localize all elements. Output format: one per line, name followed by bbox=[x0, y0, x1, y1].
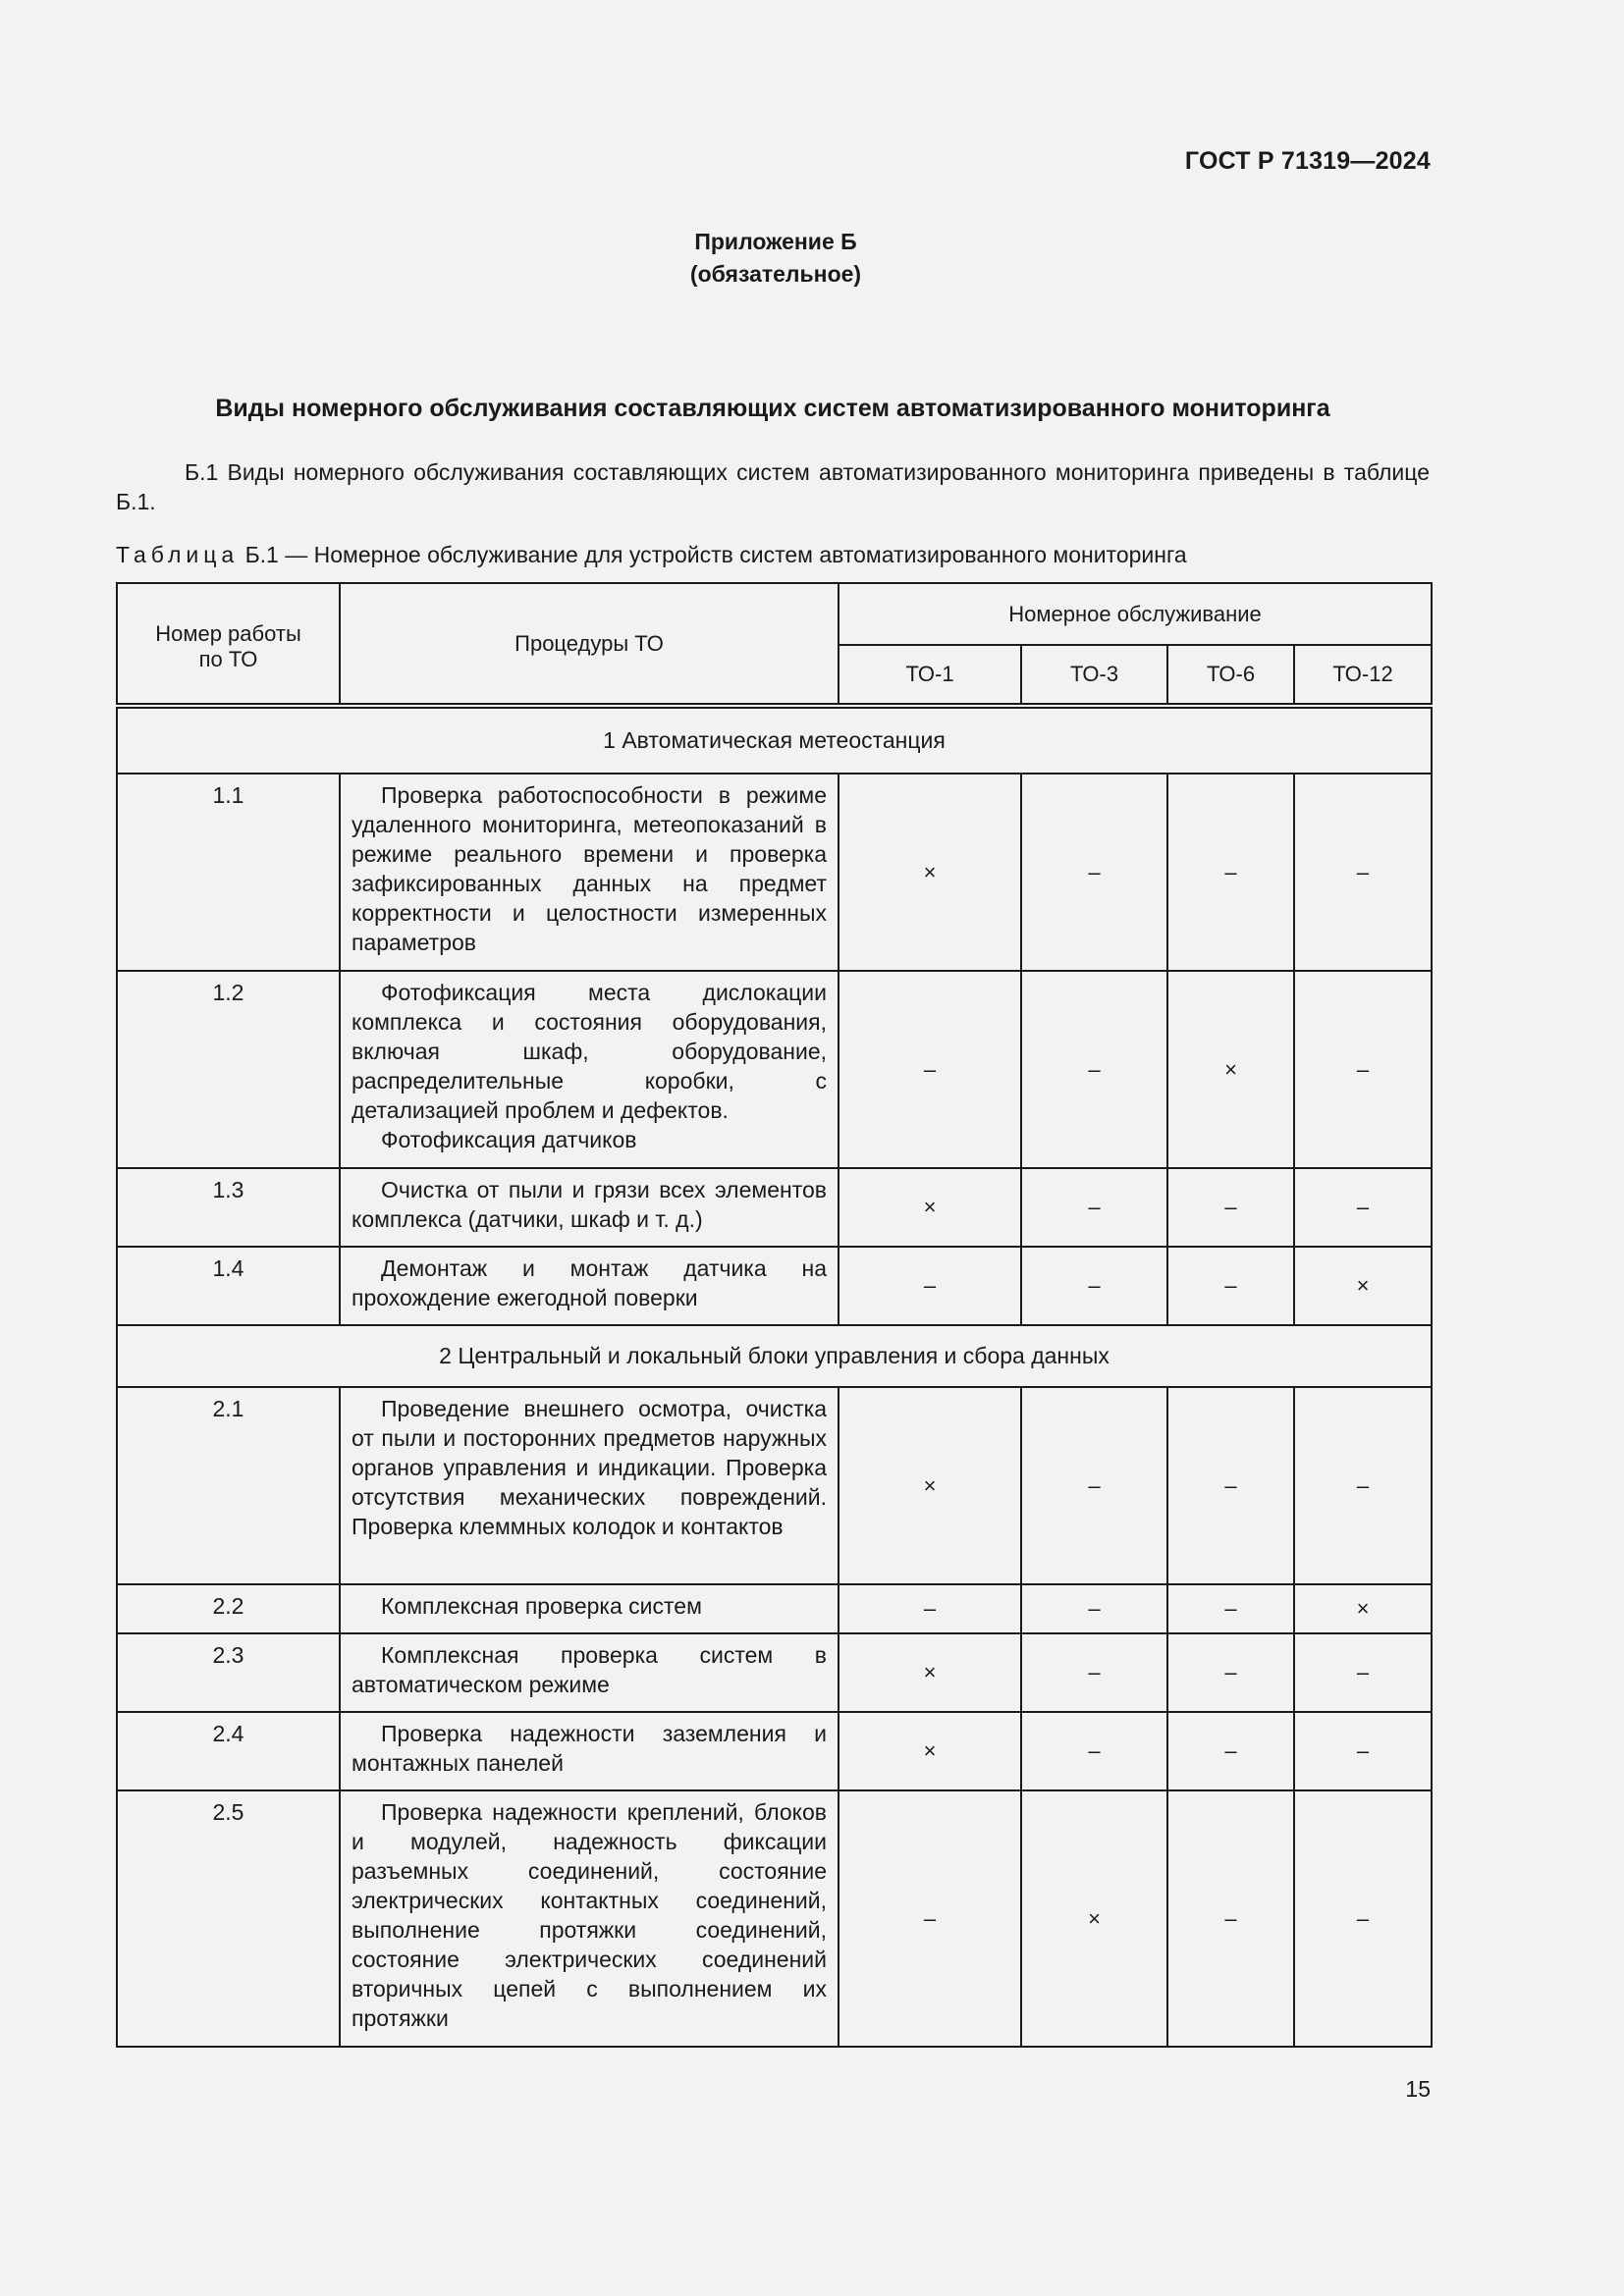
procedure-text: Фотофиксация датчиков bbox=[381, 1127, 637, 1152]
header-to1: ТО-1 bbox=[839, 645, 1021, 706]
to6-mark-cell: – bbox=[1167, 1247, 1294, 1325]
to1-mark-cell: – bbox=[839, 971, 1021, 1168]
procedure-text: Проверка надежности заземления и монтажных панелей bbox=[352, 1721, 827, 1776]
to1-mark-cell: – bbox=[839, 1790, 1021, 2047]
to3-mark-cell: – bbox=[1021, 1168, 1167, 1247]
to12-mark-cell: – bbox=[1294, 971, 1432, 1168]
to6-mark-cell: × bbox=[1167, 971, 1294, 1168]
to1-mark-cell: × bbox=[839, 774, 1021, 971]
annex-title: Приложение Б bbox=[694, 229, 857, 254]
header-to3: ТО-3 bbox=[1021, 645, 1167, 706]
to6-mark-cell: – bbox=[1167, 1168, 1294, 1247]
work-number-cell: 1.1 bbox=[117, 774, 340, 971]
to1-mark-cell: × bbox=[839, 1633, 1021, 1712]
procedure-cell bbox=[340, 971, 839, 1168]
to12-mark-cell: – bbox=[1294, 1712, 1432, 1790]
work-number-cell: 2.4 bbox=[117, 1712, 340, 1790]
to1-mark-cell: – bbox=[839, 1584, 1021, 1633]
to12-mark-cell: × bbox=[1294, 1247, 1432, 1325]
procedure-text: Проверка работоспособности в режиме удаленного мониторинга, метеопоказаний в режиме реального времени и проверка зафиксированных данных на предмет корректности и целостности измеренных параметров bbox=[352, 782, 827, 955]
to1-mark-cell: × bbox=[839, 1712, 1021, 1790]
procedure-cell bbox=[340, 1387, 839, 1584]
intro-paragraph bbox=[116, 457, 1430, 516]
procedure-cell bbox=[340, 1712, 839, 1790]
procedure-text: Проверка надежности креплений, блоков и модулей, надежность фиксации разъемных соединений, состояние электрических контактных соединений, выполнение протяжки соединений, состояние электрических соединений вторичных цепей с выполнением их протяжки bbox=[352, 1799, 827, 2031]
table-caption bbox=[116, 542, 1187, 568]
to3-mark-cell: – bbox=[1021, 774, 1167, 971]
to12-mark-cell: – bbox=[1294, 1168, 1432, 1247]
table-row bbox=[117, 1584, 1432, 1633]
to3-mark-cell: – bbox=[1021, 1633, 1167, 1712]
header-work-number-line2: по ТО bbox=[198, 646, 258, 671]
procedure-text: Комплексная проверка систем bbox=[381, 1593, 702, 1619]
procedure-cell bbox=[340, 1790, 839, 2047]
work-number-cell: 2.5 bbox=[117, 1790, 340, 2047]
procedure-text: Демонтаж и монтаж датчика на прохождение ежегодной поверки bbox=[352, 1255, 827, 1310]
procedure-cell bbox=[340, 1247, 839, 1325]
procedure-text: Очистка от пыли и грязи всех элементов комплекса (датчики, шкаф и т. д.) bbox=[352, 1177, 827, 1232]
maintenance-table bbox=[116, 582, 1433, 2048]
to6-mark-cell: – bbox=[1167, 774, 1294, 971]
to3-mark-cell: × bbox=[1021, 1790, 1167, 2047]
annex-heading bbox=[0, 226, 1551, 291]
document-code: ГОСТ Р 71319—2024 bbox=[1184, 147, 1431, 175]
to6-mark-cell: – bbox=[1167, 1712, 1294, 1790]
table-row bbox=[117, 1712, 1432, 1790]
to6-mark-cell: – bbox=[1167, 1387, 1294, 1584]
table-row bbox=[117, 1387, 1432, 1584]
work-number-cell: 1.3 bbox=[117, 1168, 340, 1247]
to3-mark-cell: – bbox=[1021, 1387, 1167, 1584]
to6-mark-cell: – bbox=[1167, 1790, 1294, 2047]
procedure-cell bbox=[340, 774, 839, 971]
section-row bbox=[117, 1325, 1432, 1387]
table-row bbox=[117, 1790, 1432, 2047]
to1-mark-cell: – bbox=[839, 1247, 1021, 1325]
table-row bbox=[117, 1168, 1432, 1247]
procedure-cell bbox=[340, 1633, 839, 1712]
work-number-cell: 2.2 bbox=[117, 1584, 340, 1633]
paragraph-text: Б.1 Виды номерного обслуживания составляющих систем автоматизированного мониторинга приведены в таблице Б.1. bbox=[116, 459, 1430, 514]
header-procedures: Процедуры ТО bbox=[340, 583, 839, 706]
header-to12: ТО-12 bbox=[1294, 645, 1432, 706]
to12-mark-cell: – bbox=[1294, 1387, 1432, 1584]
procedure-cell bbox=[340, 1584, 839, 1633]
to12-mark-cell: – bbox=[1294, 774, 1432, 971]
procedure-text: Проведение внешнего осмотра, очистка от пыли и посторонних предметов наружных органов управления и индикации. Проверка отсутствия механических повреждений. Проверка клеммных колодок и контактов bbox=[352, 1396, 827, 1539]
procedure-cell bbox=[340, 1168, 839, 1247]
work-number-cell: 2.1 bbox=[117, 1387, 340, 1584]
header-to6: ТО-6 bbox=[1167, 645, 1294, 706]
to1-mark-cell: × bbox=[839, 1387, 1021, 1584]
table-row bbox=[117, 1633, 1432, 1712]
header-work-number bbox=[117, 583, 340, 706]
procedure-text: Комплексная проверка систем в автоматическом режиме bbox=[352, 1642, 827, 1697]
header-work-number-line1: Номер работы bbox=[155, 620, 301, 646]
annex-status: (обязательное) bbox=[689, 261, 862, 287]
to12-mark-cell: – bbox=[1294, 1633, 1432, 1712]
to3-mark-cell: – bbox=[1021, 1712, 1167, 1790]
work-number-cell: 1.2 bbox=[117, 971, 340, 1168]
header-maintenance-group: Номерное обслуживание bbox=[839, 583, 1432, 645]
to6-mark-cell: – bbox=[1167, 1584, 1294, 1633]
table-row bbox=[117, 971, 1432, 1168]
section-heading: Виды номерного обслуживания составляющих систем автоматизированного мониторинга bbox=[215, 395, 1330, 422]
table-body bbox=[117, 706, 1432, 2047]
to12-mark-cell: – bbox=[1294, 1790, 1432, 2047]
to6-mark-cell: – bbox=[1167, 1633, 1294, 1712]
procedure-text: Фотофиксация места дислокации комплекса и состояния оборудования, включая шкаф, оборудование, распределительные коробки, с детализацией проблем и дефектов. bbox=[352, 980, 827, 1123]
to3-mark-cell: – bbox=[1021, 1584, 1167, 1633]
to12-mark-cell: × bbox=[1294, 1584, 1432, 1633]
section-title: 1 Автоматическая метеостанция bbox=[117, 706, 1432, 774]
caption-label: Таблица bbox=[116, 542, 240, 567]
to3-mark-cell: – bbox=[1021, 1247, 1167, 1325]
work-number-cell: 1.4 bbox=[117, 1247, 340, 1325]
caption-text: Б.1 — Номерное обслуживание для устройств систем автоматизированного мониторинга bbox=[244, 542, 1187, 567]
to3-mark-cell: – bbox=[1021, 971, 1167, 1168]
work-number-cell: 2.3 bbox=[117, 1633, 340, 1712]
section-row bbox=[117, 706, 1432, 774]
section-title: 2 Центральный и локальный блоки управления и сбора данных bbox=[117, 1325, 1432, 1387]
to1-mark-cell: × bbox=[839, 1168, 1021, 1247]
table-row bbox=[117, 1247, 1432, 1325]
page-number: 15 bbox=[1405, 2076, 1431, 2102]
table-header bbox=[117, 583, 1432, 706]
table-row bbox=[117, 774, 1432, 971]
